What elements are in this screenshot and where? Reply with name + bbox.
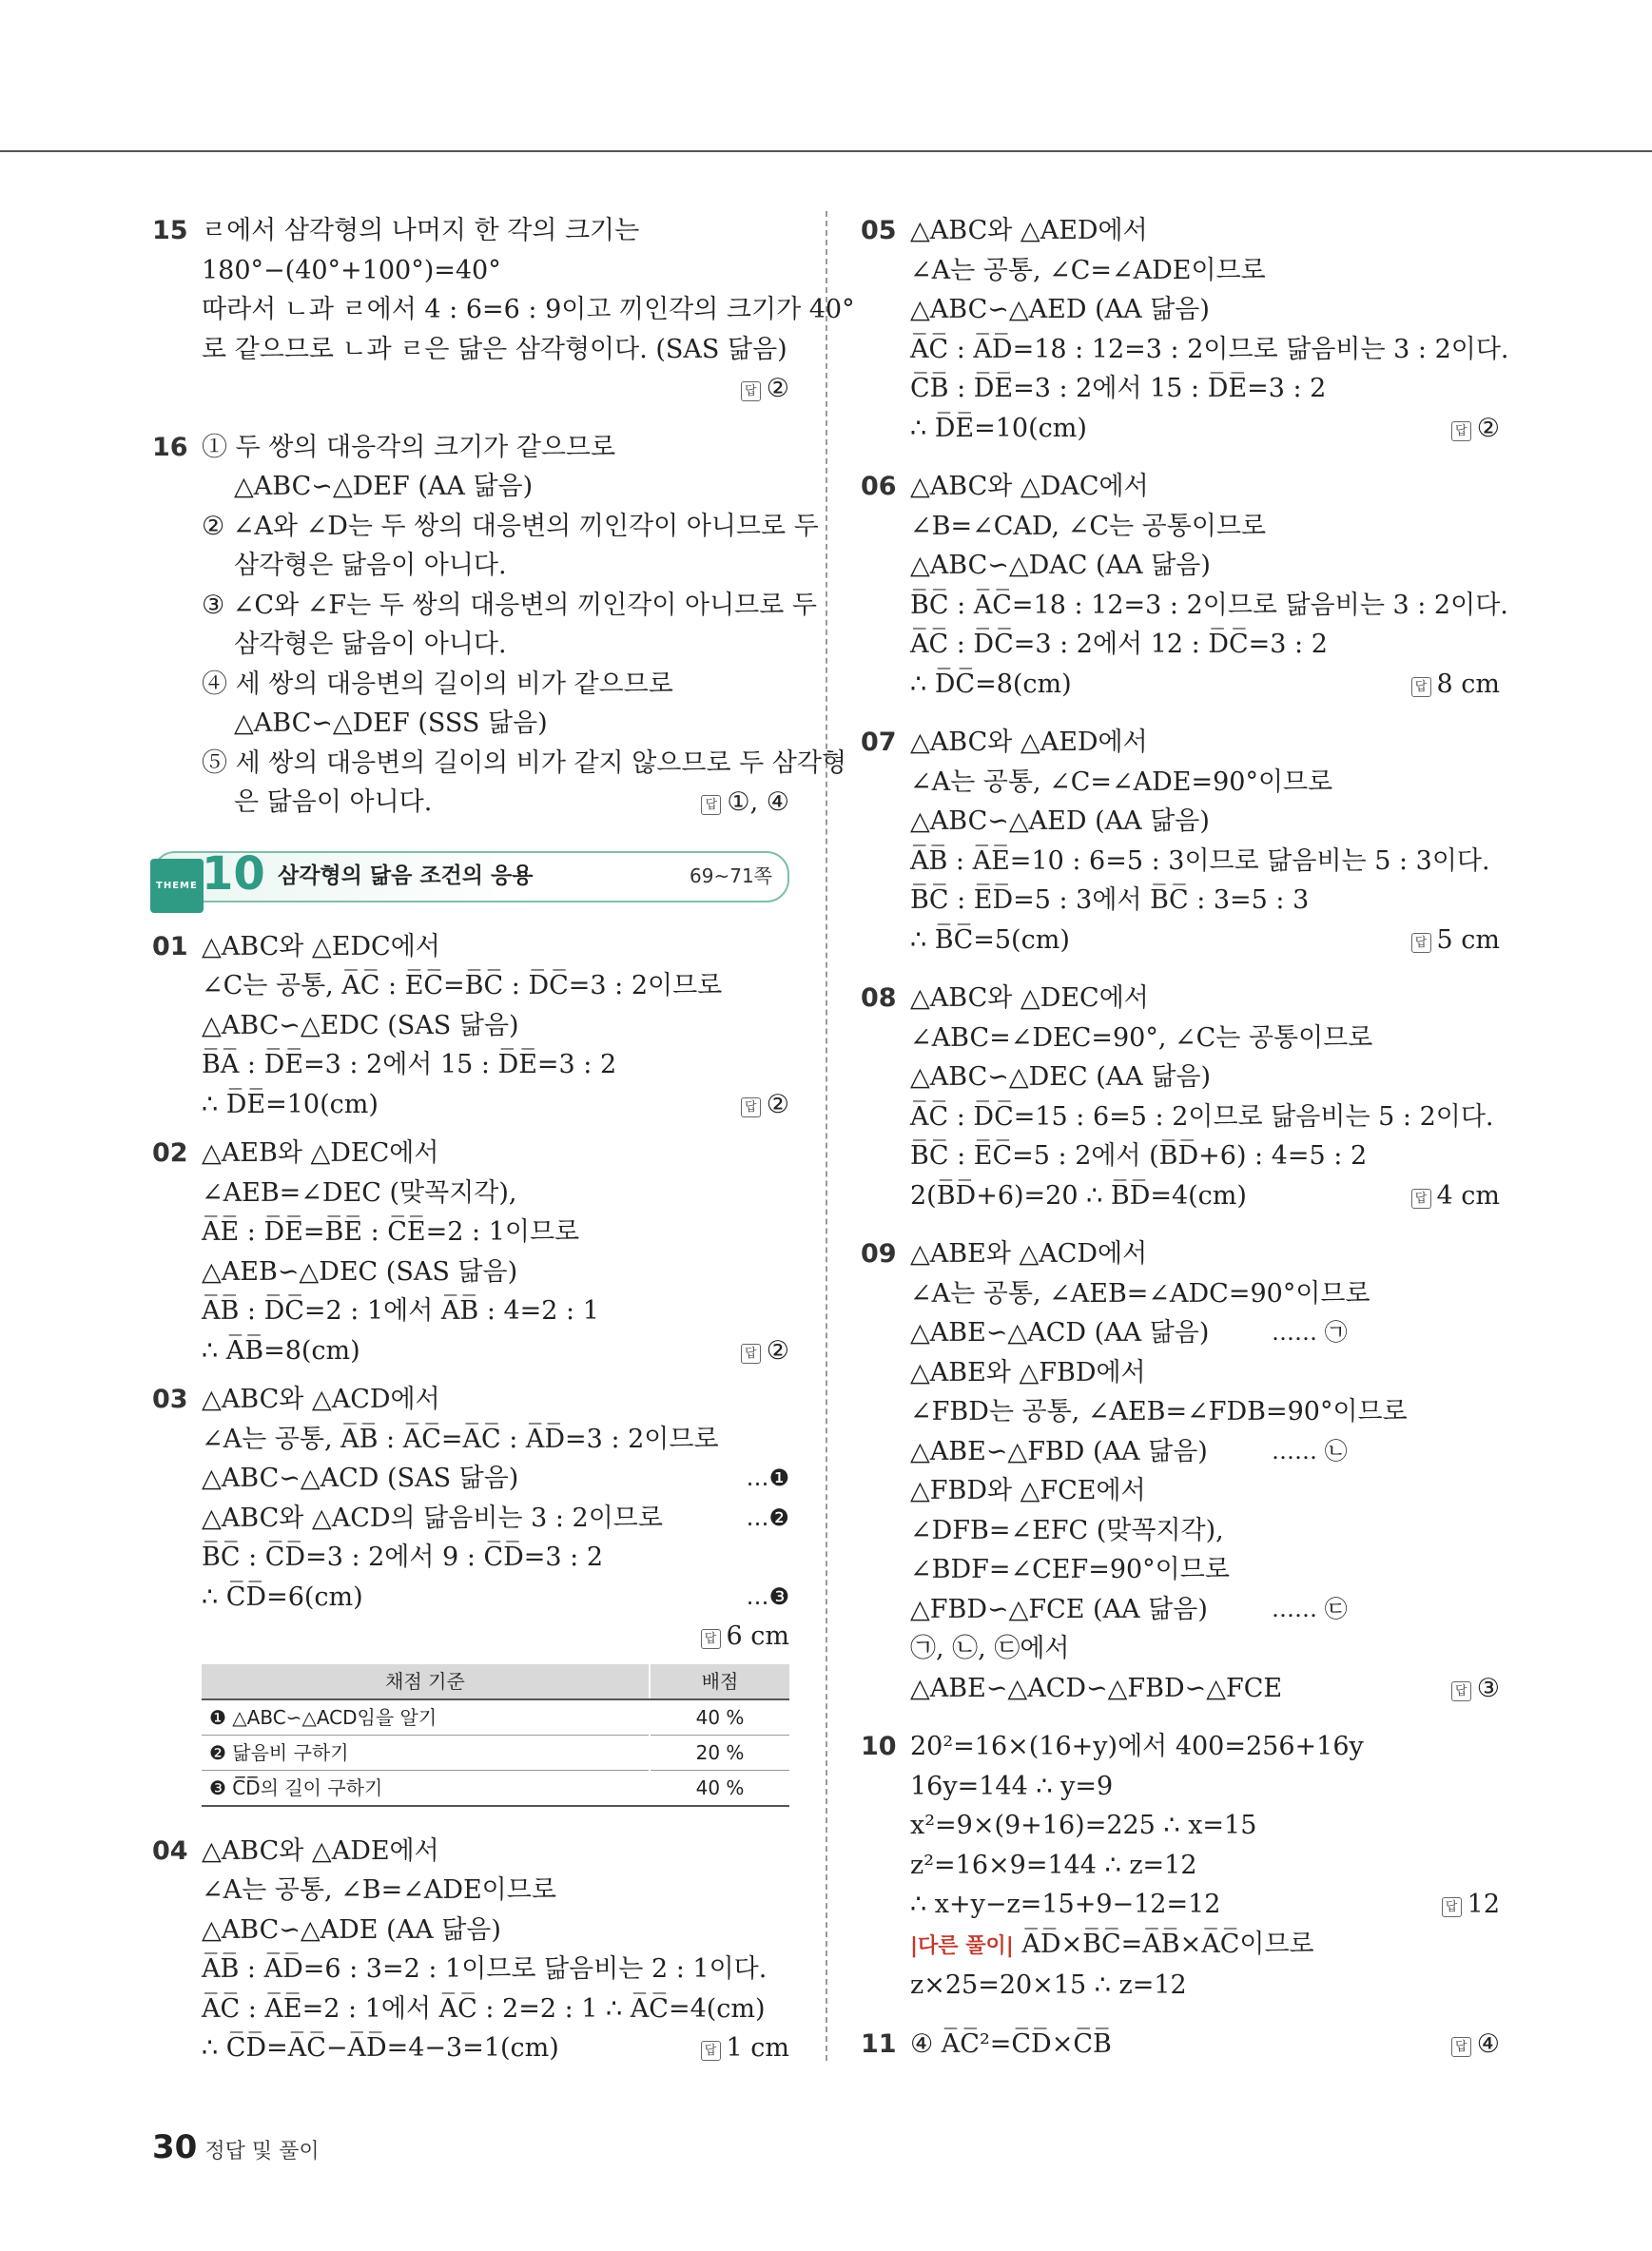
solution-line: A̅C̅ : A̅E̅=2 : 1에서 A̅C̅ : 2=2 : 1 ∴ A̅C̅=4(cm) bbox=[202, 1993, 766, 2024]
problem-number: 11 bbox=[861, 2028, 897, 2059]
solution-text: ∴ D̅C̅=8(cm) bbox=[910, 669, 1072, 699]
table-cell: ❶ △ABC∽△ACD임을 알기 bbox=[202, 1699, 650, 1736]
problem-06 bbox=[861, 467, 1508, 704]
solution-line: x²=9×(9+16)=225 ∴ x=15 bbox=[910, 1811, 1257, 1840]
table-cell: 40 % bbox=[650, 1770, 789, 1806]
solution-line bbox=[910, 921, 1500, 961]
answer bbox=[701, 783, 789, 823]
solution-line: ∠BDF=∠CEF=90°이므로 bbox=[910, 1555, 1230, 1584]
step-marker: …❸ bbox=[746, 1582, 789, 1610]
answer-icon: 답 bbox=[1451, 421, 1471, 441]
solution-text: A̅D̅×B̅C̅=A̅B̅×A̅C̅이므로 bbox=[1021, 1929, 1314, 1959]
answer-value: ④ bbox=[1476, 2028, 1500, 2059]
solution-text: ④ A̅C̅²=C̅D̅×C̅B̅ bbox=[910, 2028, 1112, 2059]
answer bbox=[1411, 1176, 1501, 1216]
solution-text: ∴ C̅D̅=6(cm) bbox=[202, 1582, 363, 1612]
solution-text: ∴ B̅C̅=5(cm) bbox=[910, 924, 1070, 955]
solution-line: △ABC∽△DEF (SSS 닮음) bbox=[234, 708, 548, 738]
alternate-solution-label: |다른 풀이| bbox=[910, 1933, 1014, 1958]
problem-number: 03 bbox=[152, 1385, 188, 1414]
answer-icon: 답 bbox=[701, 2041, 721, 2061]
problem-number: 01 bbox=[152, 931, 188, 961]
problem-01 bbox=[152, 927, 789, 1125]
equation-marker: …… ㉢ bbox=[1272, 1595, 1348, 1622]
solution-line: A̅C̅ : A̅D̅=18 : 12=3 : 2이므로 닮음비는 3 : 2이다. bbox=[910, 334, 1509, 364]
answer bbox=[701, 2028, 790, 2068]
solution-text: △ABE∽△FBD (AA 닮음) bbox=[910, 1436, 1208, 1466]
answer-value: 6 cm bbox=[726, 1621, 789, 1651]
solution-line: △ABC∽△DEC (AA 닮음) bbox=[910, 1062, 1212, 1092]
equation-marker: …… ㉠ bbox=[1272, 1319, 1348, 1346]
solution-line: ④ 세 쌍의 대응변의 길이의 비가 같으므로 bbox=[202, 669, 673, 699]
solution-line: A̅B̅ : A̅D̅=6 : 3=2 : 1이므로 닮음비는 2 : 1이다. bbox=[202, 1954, 768, 1984]
solution-text: △ABE∽△ACD∽△FBD∽△FCE bbox=[910, 1673, 1283, 1703]
solution-line bbox=[910, 409, 1500, 449]
page-footer bbox=[152, 2128, 320, 2166]
page-number: 30 bbox=[152, 2128, 198, 2166]
table-row bbox=[202, 1735, 789, 1770]
problem-07 bbox=[861, 723, 1500, 960]
solution-line bbox=[202, 1459, 789, 1499]
problem-02 bbox=[152, 1134, 789, 1370]
equation-marker: …… ㉡ bbox=[1272, 1437, 1348, 1465]
solution-text: 은 닮음이 아니다. bbox=[234, 787, 433, 817]
table-cell: 20 % bbox=[650, 1735, 789, 1770]
solution-line: △ABC와 △ADE에서 bbox=[202, 1835, 439, 1866]
solution-text: △ABE∽△ACD (AA 닮음) bbox=[910, 1318, 1210, 1348]
solution-line: ∠ABC=∠DEC=90°, ∠C는 공통이므로 bbox=[910, 1022, 1373, 1053]
solution-line: ∠A는 공통, ∠C=∠ADE=90°이므로 bbox=[910, 767, 1333, 797]
problem-number: 09 bbox=[861, 1239, 897, 1269]
solution-line: △ABE와 △FBD에서 bbox=[910, 1357, 1146, 1387]
problem-number: 07 bbox=[861, 728, 897, 757]
solution-line bbox=[910, 665, 1500, 705]
solution-line: △AEB∽△DEC (SAS 닮음) bbox=[202, 1256, 518, 1287]
answer-value: 12 bbox=[1467, 1890, 1500, 1919]
solution-line bbox=[202, 2028, 789, 2068]
solution-line: ∠AEB=∠DEC (맞꼭지각), bbox=[202, 1177, 517, 1208]
solution-line bbox=[910, 1590, 1500, 1630]
step-marker: …❶ bbox=[746, 1465, 789, 1491]
problem-11 bbox=[861, 2025, 1500, 2065]
solution-line: B̅C̅ : A̅C̅=18 : 12=3 : 2이므로 닮음비는 3 : 2이다. bbox=[910, 590, 1508, 620]
solution-line bbox=[910, 1176, 1500, 1216]
solution-line bbox=[910, 1925, 1500, 1967]
solution-line: A̅E̅ : D̅E̅=B̅E̅ : C̅E̅=2 : 1이므로 bbox=[202, 1217, 580, 1247]
answer bbox=[202, 1617, 789, 1657]
answer-icon: 답 bbox=[1411, 677, 1431, 697]
solution-line: A̅C̅ : D̅C̅=15 : 6=5 : 2이므로 닮음비는 5 : 2이다. bbox=[910, 1101, 1494, 1132]
page-label: 정답 및 풀이 bbox=[204, 2140, 320, 2164]
solution-line: A̅C̅ : D̅C̅=3 : 2에서 12 : D̅C̅=3 : 2 bbox=[910, 630, 1328, 659]
solution-line: ∠A는 공통, A̅B̅ : A̅C̅=A̅C̅ : A̅D̅=3 : 2이므로 bbox=[202, 1424, 719, 1454]
solution-line: △FBD와 △FCE에서 bbox=[910, 1476, 1146, 1505]
left-column bbox=[152, 211, 855, 2087]
solution-line: △ABC∽△AED (AA 닮음) bbox=[910, 295, 1210, 324]
solution-line: △ABC와 △ACD에서 bbox=[202, 1385, 440, 1414]
answer-icon: 답 bbox=[741, 1344, 761, 1364]
answer bbox=[202, 369, 789, 409]
solution-line bbox=[910, 2025, 1500, 2065]
solution-line: B̅C̅ : C̅D̅=3 : 2에서 9 : C̅D̅=3 : 2 bbox=[202, 1543, 604, 1572]
solution-line: △ABC∽△ADE (AA 닮음) bbox=[202, 1914, 501, 1945]
solution-line: ∠A는 공통, ∠C=∠ADE이므로 bbox=[910, 255, 1266, 285]
solution-line: C̅B̅ : D̅E̅=3 : 2에서 15 : D̅E̅=3 : 2 bbox=[910, 374, 1327, 403]
solution-line: △ABC와 △AED에서 bbox=[910, 728, 1148, 757]
problem-03 bbox=[152, 1380, 789, 1657]
solution-line: △ABC와 △DAC에서 bbox=[910, 472, 1149, 501]
problem-08 bbox=[861, 979, 1500, 1215]
solution-text: △ABC∽△ACD (SAS 닮음) bbox=[202, 1464, 519, 1493]
problem-number: 02 bbox=[152, 1138, 188, 1168]
solution-line: ∠A는 공통, ∠AEB=∠ADC=90°이므로 bbox=[910, 1278, 1370, 1309]
answer-icon: 답 bbox=[1451, 1681, 1471, 1701]
answer bbox=[1451, 409, 1500, 449]
answer bbox=[1411, 665, 1501, 705]
solution-line: 따라서 ㄴ과 ㄹ에서 4 : 6=6 : 9이고 끼인각의 크기가 40° bbox=[202, 295, 855, 324]
solution-line: ㉠, ㉡, ㉢에서 bbox=[910, 1634, 1070, 1663]
answer-value: ③ bbox=[1476, 1673, 1500, 1703]
solution-line bbox=[202, 1578, 789, 1618]
solution-line: z²=16×9=144 ∴ z=12 bbox=[910, 1850, 1197, 1880]
answer-icon: 답 bbox=[741, 381, 761, 401]
answer bbox=[1451, 2025, 1500, 2065]
solution-line bbox=[910, 1885, 1500, 1925]
problem-16 bbox=[152, 428, 847, 823]
problem-09 bbox=[861, 1234, 1500, 1708]
step-marker: …❷ bbox=[746, 1504, 789, 1531]
header-rule bbox=[0, 150, 1652, 152]
answer-value: 5 cm bbox=[1436, 924, 1500, 955]
table-header: 채점 기준 bbox=[202, 1664, 650, 1699]
answer-value: ② bbox=[766, 1335, 789, 1366]
solution-line bbox=[910, 1669, 1500, 1709]
problem-number: 08 bbox=[861, 983, 897, 1013]
table-row bbox=[202, 1699, 789, 1736]
solution-line bbox=[202, 1331, 789, 1371]
solution-line bbox=[202, 783, 789, 823]
solution-line: B̅C̅ : E̅C̅=5 : 2에서 (B̅D̅+6) : 4=5 : 2 bbox=[910, 1141, 1368, 1171]
solution-text: ∴ D̅E̅=10(cm) bbox=[910, 413, 1087, 443]
theme-pages: 69~71쪽 bbox=[690, 864, 772, 887]
solution-text: ∴ D̅E̅=10(cm) bbox=[202, 1089, 379, 1119]
answer-value: ② bbox=[1476, 413, 1500, 443]
solution-line: ∠B=∠CAD, ∠C는 공통이므로 bbox=[910, 511, 1267, 541]
solution-line: △ABC∽△DEF (AA 닮음) bbox=[234, 472, 534, 501]
answer-value: 8 cm bbox=[1436, 669, 1500, 699]
solution-text: △FBD∽△FCE (AA 닮음) bbox=[910, 1594, 1208, 1624]
solution-line: B̅C̅ : E̅D̅=5 : 3에서 B̅C̅ : 3=5 : 3 bbox=[910, 885, 1310, 915]
solution-line: △ABE와 △ACD에서 bbox=[910, 1239, 1148, 1269]
table-header: 배점 bbox=[650, 1664, 789, 1699]
solution-line: ∠FBD는 공통, ∠AEB=∠FDB=90°이므로 bbox=[910, 1397, 1408, 1426]
table-cell: 40 % bbox=[650, 1699, 789, 1736]
solution-line: ② ∠A와 ∠D는 두 쌍의 대응변의 끼인각이 아니므로 두 bbox=[202, 511, 819, 541]
solution-line: △ABC와 △AED에서 bbox=[910, 216, 1148, 245]
solution-line: ∠DFB=∠EFC (맞꼭지각), bbox=[910, 1515, 1224, 1545]
solution-line: △ABC∽△DAC (AA 닮음) bbox=[910, 551, 1211, 580]
problem-05 bbox=[861, 211, 1509, 448]
theme-title: 삼각형의 닮음 조건의 응용 bbox=[278, 863, 534, 888]
solution-line: △ABC와 △DEC에서 bbox=[910, 983, 1149, 1013]
solution-line bbox=[910, 1432, 1500, 1472]
table-cell: ❷ 닮음비 구하기 bbox=[202, 1735, 650, 1770]
problem-number: 10 bbox=[861, 1732, 897, 1761]
right-column bbox=[861, 211, 1509, 2083]
answer-icon: 답 bbox=[1442, 1897, 1462, 1917]
solution-line: 삼각형은 닮음이 아니다. bbox=[234, 630, 507, 659]
solution-line: △AEB와 △DEC에서 bbox=[202, 1138, 439, 1168]
solution-line: 20²=16×(16+y)에서 400=256+16y bbox=[910, 1732, 1364, 1761]
solution-line: 로 같으므로 ㄴ과 ㄹ은 닮은 삼각형이다. (SAS 닮음) bbox=[202, 334, 787, 364]
answer-icon: 답 bbox=[701, 1629, 721, 1649]
solution-text: ∴ C̅D̅=A̅C̅−A̅D̅=4−3=1(cm) bbox=[202, 2033, 559, 2063]
answer-icon: 답 bbox=[741, 1097, 761, 1117]
solution-line: ㄹ에서 삼각형의 나머지 한 각의 크기는 bbox=[202, 216, 640, 245]
solution-line: z×25=20×15 ∴ z=12 bbox=[910, 1970, 1187, 2000]
solution-line: B̅A̅ : D̅E̅=3 : 2에서 15 : D̅E̅=3 : 2 bbox=[202, 1050, 617, 1079]
problem-10 bbox=[861, 1727, 1500, 2006]
table-cell: ❸ C̅D̅의 길이 구하기 bbox=[202, 1770, 650, 1806]
problem-15 bbox=[152, 211, 855, 409]
solution-text: ∴ A̅B̅=8(cm) bbox=[202, 1335, 360, 1366]
answer bbox=[741, 1331, 789, 1371]
solution-line: 삼각형은 닮음이 아니다. bbox=[234, 551, 507, 580]
answer-icon: 답 bbox=[1451, 2037, 1471, 2057]
problem-number: 15 bbox=[152, 216, 188, 245]
problem-04 bbox=[152, 1832, 789, 2068]
theme-number: 10 bbox=[202, 846, 265, 901]
problem-number: 16 bbox=[152, 432, 188, 462]
solution-line: ∠C는 공통, A̅C̅ : E̅C̅=B̅C̅ : D̅C̅=3 : 2이므로 bbox=[202, 971, 723, 1000]
answer-icon: 답 bbox=[1411, 933, 1431, 953]
answer-value: 4 cm bbox=[1436, 1180, 1500, 1211]
theme-tag: THEME bbox=[150, 859, 204, 914]
solution-line: 180°−(40°+100°)=40° bbox=[202, 255, 501, 285]
solution-line: A̅B̅ : A̅E̅=10 : 6=5 : 3이므로 닮음비는 5 : 3이다. bbox=[910, 845, 1490, 876]
answer bbox=[1411, 921, 1501, 961]
table-header-row bbox=[202, 1664, 789, 1699]
solution-line: △ABC∽△AED (AA 닮음) bbox=[910, 806, 1210, 836]
solution-line: ∠A는 공통, ∠B=∠ADE이므로 bbox=[202, 1875, 556, 1905]
scoring-table bbox=[202, 1664, 789, 1807]
solution-line: ③ ∠C와 ∠F는 두 쌍의 대응변의 끼인각이 아니므로 두 bbox=[202, 590, 817, 620]
solution-text: △ABC와 △ACD의 닮음비는 3 : 2이므로 bbox=[202, 1503, 663, 1533]
solution-line bbox=[202, 1499, 789, 1539]
solution-text: ∴ x+y−z=15+9−12=12 bbox=[910, 1890, 1221, 1919]
problem-number: 04 bbox=[152, 1835, 188, 1866]
problem-number: 05 bbox=[861, 216, 897, 245]
column-divider bbox=[826, 211, 827, 2061]
problem-number: 06 bbox=[861, 472, 897, 501]
table-row bbox=[202, 1770, 789, 1806]
solution-text: 2(B̅D̅+6)=20 ∴ B̅D̅=4(cm) bbox=[910, 1180, 1247, 1211]
answer-icon: 답 bbox=[1411, 1189, 1431, 1209]
solution-line: ① 두 쌍의 대응각의 크기가 같으므로 bbox=[202, 432, 616, 462]
solution-line: △ABC와 △EDC에서 bbox=[202, 931, 440, 961]
theme-banner bbox=[152, 846, 789, 902]
solution-line bbox=[910, 1313, 1500, 1353]
answer-value: ② bbox=[766, 1089, 789, 1119]
solution-line: A̅B̅ : D̅C̅=2 : 1에서 A̅B̅ : 4=2 : 1 bbox=[202, 1296, 599, 1326]
solution-line: △ABC∽△EDC (SAS 닮음) bbox=[202, 1010, 519, 1040]
solution-line: ⑤ 세 쌍의 대응변의 길이의 비가 같지 않으므로 두 삼각형 bbox=[202, 747, 847, 778]
answer-value: ② bbox=[766, 374, 789, 403]
answer bbox=[741, 1085, 789, 1125]
answer bbox=[1451, 1669, 1500, 1709]
answer-icon: 답 bbox=[701, 795, 721, 815]
answer-value: 1 cm bbox=[726, 2033, 789, 2063]
solution-line: 16y=144 ∴ y=9 bbox=[910, 1771, 1114, 1801]
solution-line bbox=[202, 1085, 789, 1125]
answer-value: ①, ④ bbox=[727, 787, 789, 817]
answer bbox=[1442, 1885, 1500, 1925]
